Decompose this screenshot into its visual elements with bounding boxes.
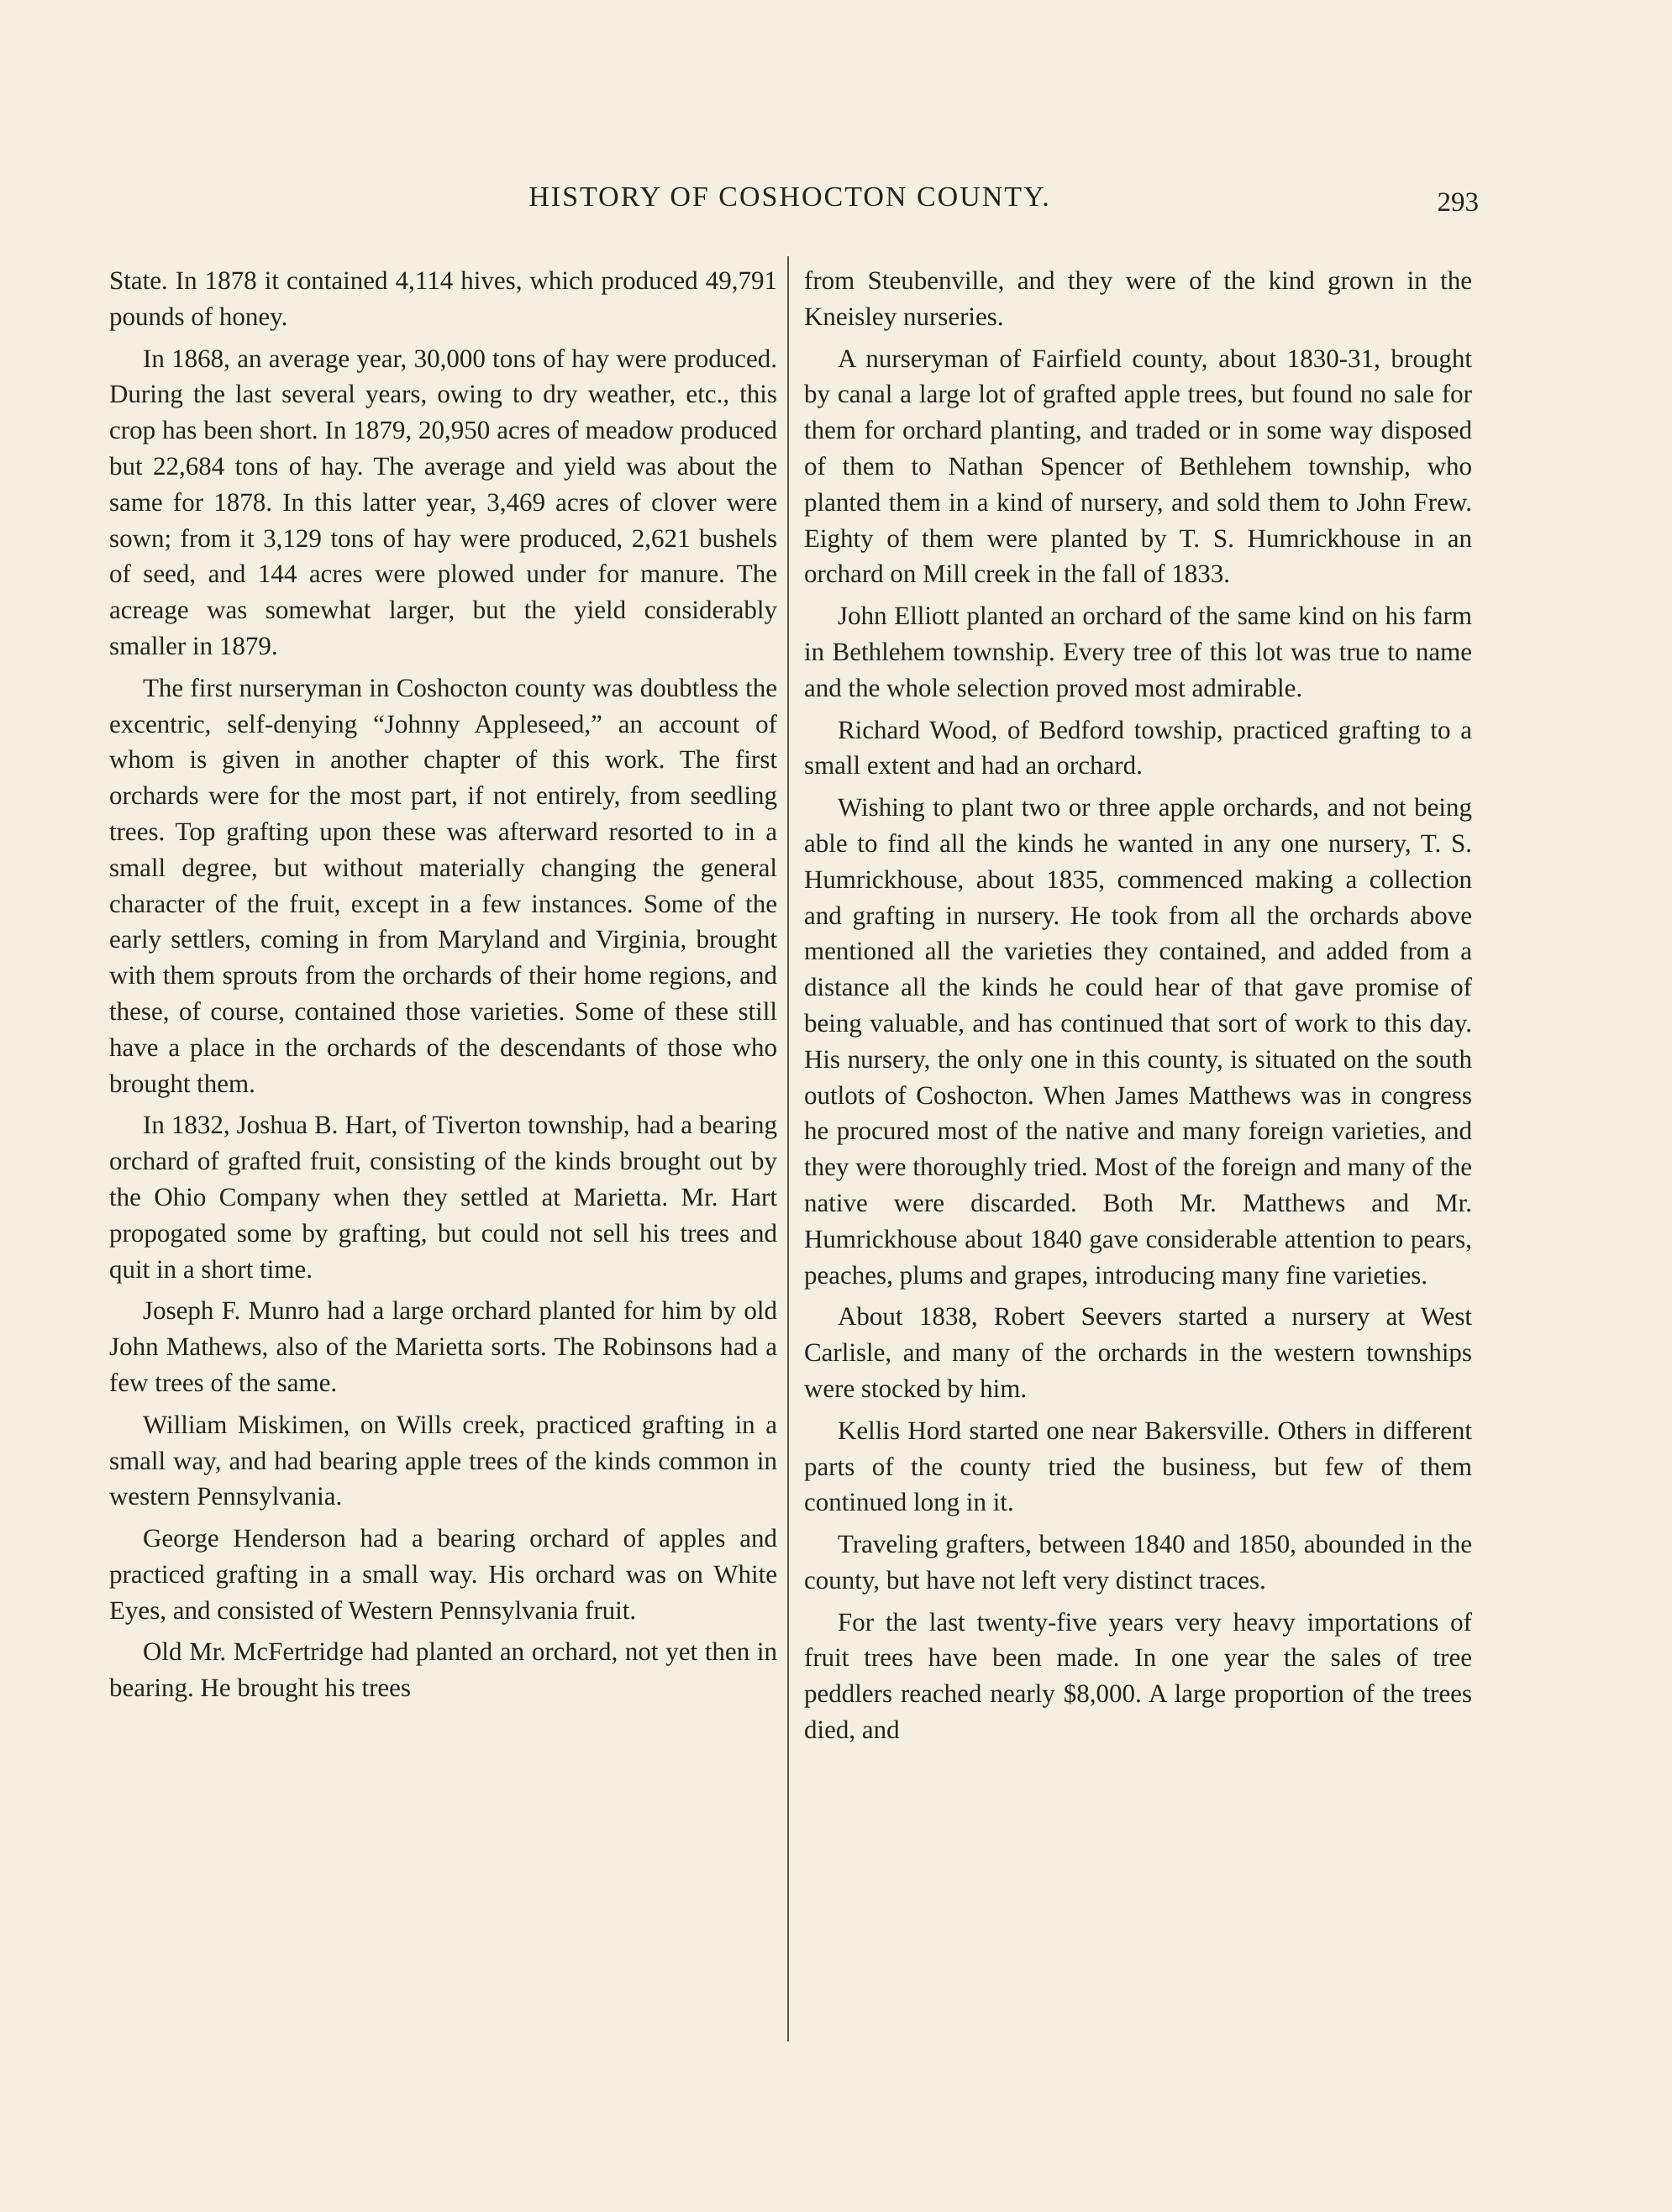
- paragraph: Old Mr. McFertridge had planted an orchard, not yet then in bearing. He brought his trees: [109, 1637, 777, 1703]
- paragraph: About 1838, Robert Seevers started a nursery at West Carlisle, and many of the orchards in the western townships were stocked by him.: [804, 1301, 1472, 1403]
- page-number: 293: [1437, 187, 1479, 218]
- paragraph: George Henderson had a bearing orchard of apples and practiced grafting in a small way. His orchard was on White Eyes, and consisted of Western Pennsylvania fruit.: [109, 1523, 777, 1625]
- column-divider: [787, 256, 789, 2041]
- paragraph: For the last twenty-five years very heavy importations of fruit trees have been made. In one year the sales of tree peddlers reached nearly $8,000. A large proportion of the trees died, and: [804, 1606, 1472, 1745]
- paragraph: State. In 1878 it contained 4,114 hives, which produced 49,791 pounds of honey.: [109, 265, 777, 331]
- paragraph: from Steubenville, and they were of the kind grown in the Kneisley nurseries.: [804, 265, 1472, 331]
- paragraph: Kellis Hord started one near Bakersville. Others in different parts of the county tried the business, but few of them continued long in it.: [804, 1415, 1472, 1517]
- paragraph: Joseph F. Munro had a large orchard planted for him by old John Mathews, also of the Marietta sorts. The Robinsons had a few trees of the same.: [109, 1295, 777, 1397]
- paragraph: Wishing to plant two or three apple orchards, and not being able to find all the kinds he wanted in any one nursery, T. S. Humrickhouse, about 1835, commenced making a collection and grafting in nursery. He took from all the orchards above mentioned all the varieties they contained, and added from a distance all the kinds he could hear of that gave promise of being valuable, and has continued that sort of work to this day. His nursery, the only one in this county, is situated on the south outlots of Coshocton. When James Matthews was in congress he procured most of the native and many foreign varieties, and they were thoroughly tried. Most of the foreign and many of the native were discarded. Both Mr. Matthews and Mr. Humrickhouse about 1840 gave considerable attention to pears, peaches, plums and grapes, introducing many fine varieties.: [804, 792, 1472, 1290]
- paragraph: Traveling grafters, between 1840 and 1850, abounded in the county, but have not left very distinct traces.: [804, 1529, 1472, 1595]
- paragraph: A nurseryman of Fairfield county, about 1830-31, brought by canal a large lot of grafted apple trees, but found no sale for them for orchard planting, and traded or in some way disposed of them to Nathan Spencer of Bethlehem township, who planted them in a kind of nursery, and sold them to John Frew. Eighty of them were planted by T. S. Humrickhouse in an orchard on Mill creek in the fall of 1833.: [804, 343, 1472, 589]
- paragraph: The first nurseryman in Coshocton county was doubtless the excentric, self-denying “Johnny Appleseed,” an account of whom is given in another chapter of this work. The first orchards were for the most part, if not entirely, from seedling trees. Top grafting upon these was afterward resorted to in a small degree, but without materially changing the general character of the fruit, except in a few instances. Some of the early settlers, coming in from Maryland and Virginia, brought with them sprouts from the orchards of their home regions, and these, of course, contained those varieties. Some of these still have a place in the orchards of the descendants of those who brought them.: [109, 672, 777, 1098]
- paragraph: Richard Wood, of Bedford towship, practiced grafting to a small extent and had an orchard.: [804, 714, 1472, 780]
- paragraph: William Miskimen, on Wills creek, practiced grafting in a small way, and had bearing apple trees of the kinds common in western Pennsylvania.: [109, 1409, 777, 1511]
- paragraph: John Elliott planted an orchard of the same kind on his farm in Bethlehem township. Every tree of this lot was true to name and the whole selection proved most admirable.: [804, 601, 1472, 702]
- running-title: HISTORY OF COSHOCTON COUNTY.: [528, 181, 1051, 213]
- left-column: [109, 263, 777, 1712]
- page-header: [109, 176, 1479, 218]
- right-column: [804, 263, 1472, 1754]
- paragraph: In 1868, an average year, 30,000 tons of hay were produced. During the last several years, owing to dry weather, etc., this crop has been short. In 1879, 20,950 acres of meadow produced but 22,684 tons of hay. The average and yield was about the same for 1878. In this latter year, 3,469 acres of clover were sown; from it 3,129 tons of hay were produced, 2,621 bushels of seed, and 144 acres were plowed under for manure. The acreage was somewhat larger, but the yield considerably smaller in 1879.: [109, 343, 777, 660]
- paragraph: In 1832, Joshua B. Hart, of Tiverton township, had a bearing orchard of grafted fruit, consisting of the kinds brought out by the Ohio Company when they settled at Marietta. Mr. Hart propogated some by grafting, but could not sell his trees and quit in a short time.: [109, 1110, 777, 1284]
